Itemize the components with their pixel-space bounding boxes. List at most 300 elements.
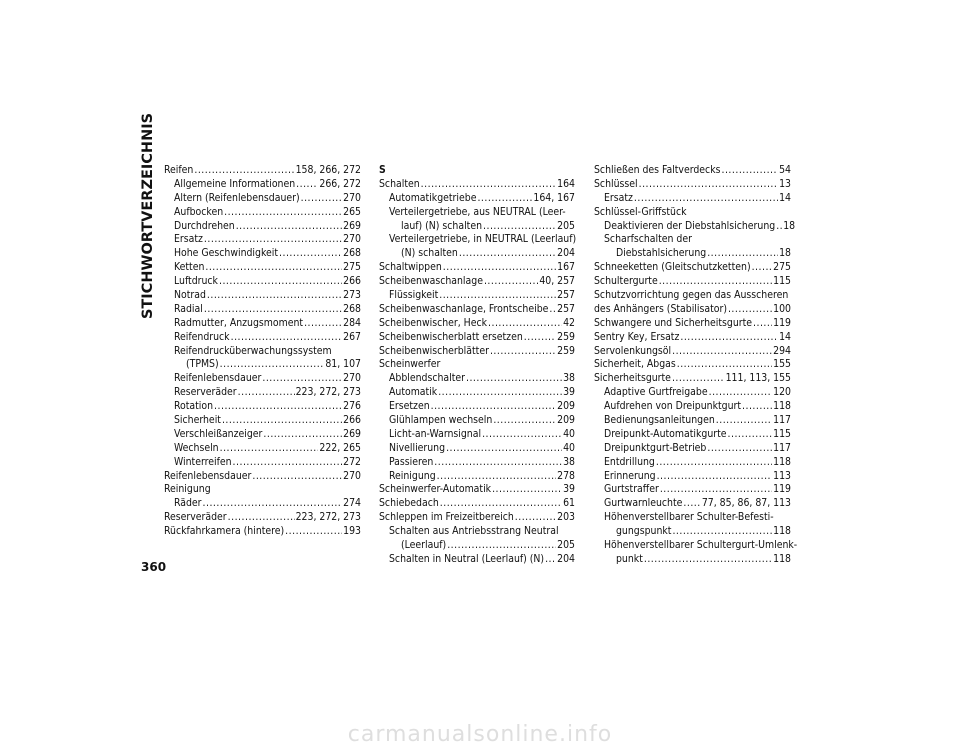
index-entry-text: Adaptive Gurtfreigabe [604, 386, 708, 399]
index-entry-text: Servolenkungsöl [594, 344, 672, 357]
index-entry-page: 269 [343, 219, 361, 232]
dot-leader [231, 331, 343, 345]
dot-leader [524, 331, 556, 345]
index-entry [164, 400, 361, 414]
index-entry-text: Reserveräder [174, 386, 237, 399]
index-entry [379, 372, 575, 386]
index-entry-page: 222, 265 [319, 441, 361, 454]
index-entry [594, 233, 791, 247]
page-number: 360 [141, 560, 167, 574]
index-entry [594, 164, 791, 178]
index-entry [594, 261, 791, 275]
index-entry [594, 497, 791, 511]
index-entry-text: Höhenverstellbarer Schulter-Befesti- [604, 511, 774, 524]
index-entry-page: 272 [343, 455, 361, 468]
index-entry-page: 40 [563, 427, 575, 440]
index-entry [379, 317, 575, 331]
index-entry [379, 511, 575, 525]
dot-leader [301, 192, 343, 206]
dot-leader [752, 261, 773, 275]
index-entry-page: 13 [779, 177, 791, 190]
index-entry-text: Scheibenwischerblätter [379, 344, 489, 357]
index-entry-page: 266, 272 [319, 177, 361, 190]
index-entry [594, 428, 791, 442]
index-entry-text: Winterreifen [174, 455, 232, 468]
dot-leader [421, 178, 556, 192]
index-entry-page: 270 [343, 233, 361, 246]
index-entry-text: Reifendruck [174, 330, 230, 343]
index-entry-text: Schaltwippen [379, 261, 442, 274]
index-entry [379, 358, 575, 372]
index-entry-page: 77, 85, 86, 87, 113 [701, 497, 791, 510]
index-entry [379, 456, 575, 470]
dot-leader [644, 553, 772, 567]
index-entry-page: 273 [343, 289, 361, 302]
index-entry-text: Rückfahrkamera (hintere) [164, 525, 285, 538]
index-entry [594, 414, 791, 428]
index-entry [164, 164, 361, 178]
index-entry-page: 111, 113, 155 [725, 372, 791, 385]
index-entry-text: Schalten aus Antriebsstrang Neutral [389, 525, 559, 538]
index-entry [164, 261, 361, 275]
index-entry-page: 40 [563, 441, 575, 454]
index-entry-text: Licht-an-Warnsignal [389, 427, 482, 440]
dot-leader [716, 414, 772, 428]
index-entry-text: Sicherheitsgurte [594, 372, 671, 385]
index-entry-text: punkt [616, 552, 643, 565]
index-entry-text: Ersatz [604, 191, 633, 204]
dot-leader [545, 553, 556, 567]
index-entry [379, 178, 575, 192]
dot-leader [656, 456, 772, 470]
dot-leader [680, 331, 778, 345]
dot-leader [492, 483, 562, 497]
index-entry-text: Nivellierung [389, 441, 446, 454]
index-entry-text: Scheinwerfer [379, 358, 441, 371]
index-entry-page: 209 [557, 414, 575, 427]
index-entry-page: 117 [773, 441, 791, 454]
index-entry-page: 118 [773, 400, 791, 413]
dot-leader [438, 386, 562, 400]
dot-leader [224, 206, 342, 220]
index-entry [164, 483, 361, 497]
index-entry [379, 497, 575, 511]
index-entry-page: 158, 266, 272 [295, 164, 361, 176]
dot-leader [721, 164, 778, 178]
dot-leader [203, 497, 343, 511]
index-entry-text: Schultergurte [594, 275, 658, 288]
index-entry [164, 289, 361, 303]
index-entry-text: des Anhängers (Stabilisator) [594, 302, 727, 315]
index-entry-page: 257 [557, 302, 575, 315]
index-entry-text: Reinigung [389, 469, 436, 482]
dot-leader [205, 261, 342, 275]
index-entry-text: Räder [174, 497, 202, 510]
index-entry [379, 442, 575, 456]
index-entry-page: 164 [557, 177, 575, 190]
index-entry [379, 470, 575, 484]
index-entry-page: 209 [557, 400, 575, 413]
index-entry [594, 470, 791, 484]
index-entry-text: Ketten [174, 261, 205, 274]
index-entry-page: 18 [779, 247, 791, 260]
index-entry-text: Sicherheit, Abgas [594, 358, 676, 371]
dot-leader [484, 275, 538, 289]
index-entry-text: Scheibenwaschanlage, Frontscheibe [379, 302, 549, 315]
index-entry-page: 205 [557, 539, 575, 552]
index-entry-page: 278 [557, 469, 575, 482]
index-entry-text: Scheinwerfer-Automatik [379, 483, 492, 496]
index-entry [164, 345, 361, 359]
dot-leader [707, 247, 778, 261]
index-entry-text: lauf) (N) schalten [401, 219, 483, 232]
index-entry-text: Schneeketten (Gleitschutzketten) [594, 261, 751, 274]
dot-leader [742, 400, 772, 414]
dot-leader [776, 220, 782, 234]
index-entry-page: 223, 272, 273 [295, 386, 361, 399]
index-entry-page: 204 [557, 247, 575, 260]
index-entry-text: Schlüssel-Griffstück [594, 205, 687, 218]
index-entry-text: Dreipunktgurt-Betrieb [604, 441, 707, 454]
dot-leader [233, 456, 343, 470]
dot-leader [466, 372, 562, 386]
index-entry-page: 276 [343, 400, 361, 413]
index-entry [379, 483, 575, 497]
index-entry [594, 553, 791, 567]
dot-leader [634, 192, 778, 206]
dot-leader [660, 483, 772, 497]
index-entry [164, 358, 361, 372]
dot-leader [549, 303, 556, 317]
index-entry [379, 206, 575, 220]
index-entry-text: Gurtstraffer [604, 483, 659, 496]
dot-leader [490, 345, 556, 359]
index-entry-text: Reifendrucküberwachungssystem [174, 344, 332, 357]
index-entry [594, 289, 791, 303]
index-entry-text: Passieren [389, 455, 434, 468]
index-entry [379, 303, 575, 317]
dot-leader [440, 497, 562, 511]
dot-leader [657, 470, 773, 484]
index-entry-text: Wechseln [174, 441, 219, 454]
index-entry-page: 266 [343, 275, 361, 288]
index-entry [594, 539, 798, 553]
index-entry-page: 117 [773, 414, 791, 427]
index-entry-text: Reifenlebensdauer [164, 469, 252, 482]
index-entry-text: Höhenverstellbarer Schultergurt-Umlenk- [604, 539, 798, 552]
index-entry [164, 178, 361, 192]
index-entry [379, 289, 575, 303]
dot-leader [672, 372, 725, 386]
dot-leader [262, 372, 342, 386]
index-entry-page: 164, 167 [533, 191, 575, 204]
index-entry [594, 372, 791, 386]
dot-leader [493, 414, 556, 428]
index-entry [164, 206, 361, 220]
index-entry-text: Schlüssel [594, 177, 638, 190]
index-entry-page: 118 [773, 455, 791, 468]
dot-leader [639, 178, 778, 192]
index-entry-page: 275 [773, 261, 791, 274]
dot-leader [477, 192, 532, 206]
dot-leader [263, 428, 342, 442]
index-entry-text: Schiebedach [379, 497, 439, 510]
index-entry-text: Altern (Reifenlebensdauer) [174, 191, 300, 204]
index-entry [164, 470, 361, 484]
index-entry [379, 553, 575, 567]
dot-leader [220, 442, 319, 456]
index-entry-text: Bedienungsanleitungen [604, 414, 715, 427]
dot-leader [219, 275, 342, 289]
index-entry-text: Verteilergetriebe, aus NEUTRAL (Leer- [389, 205, 566, 218]
dot-leader [728, 303, 772, 317]
index-entry-text: Automatik [389, 386, 438, 399]
index-entry [594, 386, 791, 400]
dot-leader [677, 358, 772, 372]
index-entry-page: 42 [563, 316, 575, 329]
dot-leader [439, 289, 556, 303]
index-entry-text: Reifen [164, 164, 194, 176]
index-entry-page: 268 [343, 247, 361, 260]
index-entry-page: 167 [557, 261, 575, 274]
index-entry [594, 192, 791, 206]
index-entry [164, 414, 361, 428]
dot-leader [707, 442, 772, 456]
index-entry [594, 219, 796, 234]
dot-leader [447, 539, 556, 553]
index-entry-page: 268 [343, 302, 361, 315]
index-entry-page: 204 [557, 552, 575, 565]
index-entry [164, 233, 361, 247]
index-entry-text: Gurtwarnleuchte [604, 497, 683, 510]
index-entry-text: (TPMS) [186, 358, 219, 371]
dot-leader [204, 233, 342, 247]
index-entry [594, 303, 791, 317]
index-entry-text: Hohe Geschwindigkeit [174, 247, 279, 260]
index-entry-page: 39 [563, 483, 575, 496]
dot-leader [228, 511, 295, 525]
index-entry-text: Schalten [379, 177, 420, 190]
index-entry [164, 275, 361, 289]
index-entry-text: Schwangere und Sicherheitsgurte [594, 316, 753, 329]
index-entry-page: 155 [773, 358, 791, 371]
index-entry [379, 247, 575, 261]
index-entry [379, 192, 575, 206]
dot-leader [431, 400, 557, 414]
dot-leader [683, 497, 700, 511]
index-entry-text: Entdrillung [604, 455, 655, 468]
index-entry-text: Automatikgetriebe [389, 191, 477, 204]
index-entry-text: Abblendschalter [389, 372, 465, 385]
index-entry [164, 317, 361, 331]
index-entry-text: Aufbocken [174, 205, 224, 218]
dot-leader [207, 289, 342, 303]
index-entry-text: Reinigung [164, 483, 211, 496]
index-entry [594, 317, 791, 331]
index-entry-page: 118 [773, 552, 791, 565]
dot-leader [446, 442, 562, 456]
index-entry [164, 303, 361, 317]
dot-leader [238, 386, 295, 400]
index-entry [164, 192, 361, 206]
dot-leader [728, 428, 773, 442]
dot-leader [672, 525, 772, 539]
dot-leader [296, 178, 318, 192]
index-entry [594, 206, 791, 220]
index-entry-text: gungspunkt [616, 525, 672, 538]
dot-leader [304, 317, 342, 331]
dot-leader [709, 386, 773, 400]
dot-leader [482, 428, 562, 442]
index-entry-page: 265 [343, 205, 361, 218]
index-entry-text: (N) schalten [401, 247, 458, 260]
index-entry-text: Reserveräder [164, 511, 227, 524]
dot-leader [515, 511, 556, 525]
index-entry-text: Dreipunkt-Automatikgurte [604, 427, 727, 440]
index-entry-text: Allgemeine Informationen [174, 177, 296, 190]
index-column-2 [379, 164, 575, 567]
index-column-1 [164, 164, 361, 539]
index-entry-page: 119 [773, 483, 791, 496]
index-entry-text: Durchdrehen [174, 219, 235, 232]
index-entry-text: Diebstahlsicherung [616, 247, 707, 260]
index-entry [379, 331, 575, 345]
index-entry-page: 81, 107 [325, 358, 361, 371]
index-entry-page: 274 [343, 497, 361, 510]
index-entry-page: 120 [773, 386, 791, 399]
index-entry [164, 247, 361, 261]
index-entry-text: Notrad [174, 289, 206, 302]
index-entry-text: Glühlampen wechseln [389, 414, 493, 427]
index-entry-page: 269 [343, 427, 361, 440]
index-entry-text: Radial [174, 302, 203, 315]
index-entry [164, 525, 361, 539]
index-entry-page: 113 [773, 469, 791, 482]
index-entry [164, 442, 361, 456]
index-entry-page: 18 [783, 219, 796, 232]
index-entry-page: 270 [343, 469, 361, 482]
index-entry-page: 193 [343, 525, 361, 538]
index-entry-text: Sentry Key, Ersatz [594, 330, 680, 343]
index-entry-text: Ersatz [174, 233, 203, 246]
index-entry-page: 14 [779, 191, 791, 204]
index-entry-page: 40, 257 [539, 275, 575, 288]
index-entry-page: 61 [563, 497, 575, 510]
index-entry-page: 259 [557, 344, 575, 357]
index-entry [594, 275, 791, 289]
index-entry-text: Radmutter, Anzugsmoment [174, 316, 304, 329]
index-entry-text: (Leerlauf) [401, 539, 447, 552]
index-entry [594, 345, 791, 359]
index-entry-page: 259 [557, 330, 575, 343]
index-entry [594, 525, 791, 539]
index-entry-page: 257 [557, 289, 575, 302]
index-entry-page: 38 [563, 372, 575, 385]
index-entry [164, 220, 361, 234]
index-entry-text: Verteilergetriebe, in NEUTRAL (Leerlauf) [389, 233, 577, 246]
index-entry-page: 294 [773, 344, 791, 357]
dot-leader [437, 470, 557, 484]
dot-leader [488, 317, 562, 331]
index-entry-text: Verschleißanzeiger [174, 427, 263, 440]
index-entry-text: Ersetzen [389, 400, 430, 413]
index-entry-text: S [379, 164, 386, 176]
index-letter-heading [379, 164, 575, 178]
dot-leader [285, 525, 342, 539]
index-entry-text: Schutzvorrichtung gegen das Ausscheren [594, 289, 789, 302]
index-entry [594, 178, 791, 192]
index-entry-page: 100 [773, 302, 791, 315]
index-entry [594, 456, 791, 470]
index-entry-page: 203 [557, 511, 575, 524]
index-entry-text: Aufdrehen von Dreipunktgurt [604, 400, 742, 413]
index-entry-page: 115 [773, 275, 791, 288]
index-entry [594, 511, 791, 525]
index-entry-page: 115 [773, 427, 791, 440]
index-entry-page: 275 [343, 261, 361, 274]
dot-leader [659, 275, 772, 289]
sidebar-title-text: STICHWORTVERZEICHNIS [140, 112, 156, 320]
dot-leader [672, 345, 772, 359]
index-entry-text: Luftdruck [174, 275, 218, 288]
index-entry [164, 428, 361, 442]
index-entry-page: 266 [343, 414, 361, 427]
index-entry-text: Scharfschalten der [604, 233, 692, 246]
dot-leader [236, 220, 342, 234]
index-entry [164, 511, 361, 525]
index-entry-page: 54 [779, 164, 791, 176]
dot-leader [483, 220, 556, 234]
index-entry-page: 119 [773, 316, 791, 329]
index-entry-text: Scheibenwaschanlage [379, 275, 483, 288]
index-entry [594, 247, 791, 261]
index-entry-text: Erinnerung [604, 469, 656, 482]
index-entry-page: 267 [343, 330, 361, 343]
index-entry [379, 386, 575, 400]
index-entry [379, 414, 575, 428]
dot-leader [222, 414, 342, 428]
index-entry-text: Scheibenwischerblatt ersetzen [379, 330, 523, 343]
index-entry [379, 345, 575, 359]
dot-leader [220, 358, 325, 372]
index-entry-page: 14 [779, 330, 791, 343]
dot-leader [279, 247, 342, 261]
index-entry [594, 442, 791, 456]
index-entry-text: Rotation [174, 400, 214, 413]
dot-leader [753, 317, 772, 331]
index-entry-page: 118 [773, 525, 791, 538]
index-entry [594, 400, 791, 414]
watermark-text: carmanualsonline.info [347, 722, 613, 747]
index-entry [379, 233, 575, 247]
index-entry-text: Schalten in Neutral (Leerlauf) (N) [389, 552, 545, 565]
index-entry-page: 205 [557, 219, 575, 232]
index-entry-text: Scheibenwischer, Heck [379, 316, 488, 329]
index-column-3 [594, 164, 798, 567]
index-entry [379, 220, 575, 234]
index-entry-page: 39 [563, 386, 575, 399]
index-entry [164, 331, 361, 345]
index-entry [379, 539, 575, 553]
dot-leader [214, 400, 342, 414]
index-entry-text: Schleppen im Freizeitbereich [379, 511, 514, 524]
index-entry [379, 275, 575, 289]
index-entry-text: Deaktivieren der Diebstahlsicherung [604, 219, 776, 232]
dot-leader [194, 164, 294, 178]
dot-leader [252, 470, 342, 484]
index-entry [594, 358, 791, 372]
dot-leader [204, 303, 342, 317]
